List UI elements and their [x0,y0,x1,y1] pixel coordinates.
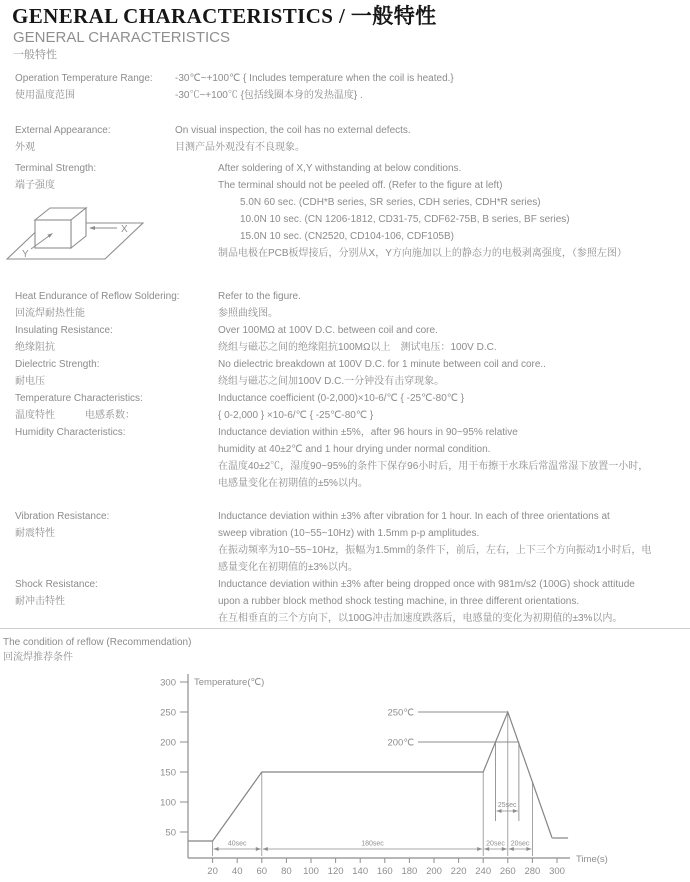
spec-label-cn: 耐电压 [15,376,45,387]
spec-label-en: Terminal Strength: [15,163,97,174]
spec-label-en: Insulating Resistance: [15,325,113,336]
svg-text:20sec: 20sec [486,840,505,848]
spec-label-cn: 使用温度范围 [15,90,75,101]
spec-value-line: upon a rubber block method shock testing machine, in three different orientations. [218,596,580,607]
svg-text:120: 120 [327,866,344,877]
spec-label-en: Shock Resistance: [15,579,98,590]
subtitle-cn: 一般特性 [13,49,57,61]
spec-label-cn: 耐震特性 [15,528,55,539]
svg-text:160: 160 [376,866,393,877]
spec-value-line: -30℃~+100℃ {包括线圈本身的发热温度} . [175,90,363,101]
spec-value-line: 10.0N 10 sec. (CN 1206-1812, CD31-75, CDF62-75B, B series, BF series) [240,214,570,225]
spec-value-line: No dielectric breakdown at 100V D.C. for 1 minute between coil and core.. [218,359,546,370]
spec-value-line: Inductance deviation within ±5%，after 96 hours in 90~95% relative [218,427,518,438]
reflow-title-en: The condition of reflow (Recommendation) [3,637,192,648]
svg-text:200℃: 200℃ [387,737,414,749]
spec-value-line: Inductance coefficient (0-2,000)×10-6/℃ { -25℃-80℃ } [218,393,465,404]
svg-text:260: 260 [499,866,516,877]
svg-text:60: 60 [256,866,268,877]
svg-text:20sec: 20sec [510,840,530,848]
spec-value-line: Inductance deviation within ±3% after vibration for 1 hour. In each of three orientations at [218,511,610,522]
svg-text:100: 100 [303,866,319,877]
spec-value-line: The terminal should not be peeled off. (Refer to the figure at left) [218,180,503,191]
spec-label-en: Humidity Characteristics: [15,427,126,438]
spec-row-external-appearance [15,122,678,156]
spec-value-line: 目测产品外观没有不良现象。 [175,142,305,153]
svg-text:250: 250 [160,707,176,719]
spec-label-cn: 温度特性 电感系数： [15,410,135,421]
spec-value-line: Inductance deviation within ±3% after being dropped once with 981m/s2 (100G) shock attitude [218,579,635,590]
spec-label-en: Dielectric Strength: [15,359,100,370]
spec-value-line: Refer to the figure. [218,291,301,302]
spec-label-cn: 耐冲击特性 [15,596,65,607]
spec-row-insulating-resistance [15,322,678,356]
svg-text:180: 180 [401,866,418,877]
svg-text:140: 140 [352,866,369,877]
subtitle-en: GENERAL CHARACTERISTICS [13,29,230,46]
terminal-strength-diagram [5,196,145,266]
svg-text:20: 20 [207,866,218,877]
spec-label-en: Temperature Characteristics: [15,393,143,404]
page-title: GENERAL CHARACTERISTICS / 一般特性 [12,4,437,28]
spec-label-cn: 绝缘阻抗 [15,342,55,353]
svg-text:300: 300 [549,866,565,877]
svg-text:220: 220 [450,866,467,877]
spec-value-line: 在振动频率为10~55~10Hz，振幅为1.5mm的条件下，前后，左右，上下三个方向振动1小时后，电 [218,545,652,556]
component-box-front [35,220,71,248]
reflow-title-cn: 回流焊推荐条件 [3,652,73,663]
spec-value-line: 15.0N 10 sec. (CN2520, CD104-106, CDF105B) [240,231,454,242]
spec-value-line: -30℃~+100℃ { Includes temperature when the coil is heated.} [175,73,454,84]
spec-value-line: 绕组与磁芯之间的绝缘阻抗100MΩ以上 测试电压：100V D.C. [218,342,497,353]
x-axis-label: X [121,224,128,235]
svg-text:300: 300 [160,677,176,689]
svg-text:200: 200 [426,866,442,877]
spec-label-cn: 端子强度 [15,180,55,191]
svg-text:180sec: 180sec [361,840,384,848]
y-axis-label: Y [22,249,29,260]
spec-value-line: 制品电极在PCB板焊接后，分别从X，Y方向施加以上的静态力的电极剥离强度，（参照左图） [218,248,627,259]
svg-text:280: 280 [524,866,541,877]
section-divider [0,628,690,629]
spec-row-temperature-characteristics [15,390,678,424]
spec-value-line: Over 100MΩ at 100V D.C. between coil and core. [218,325,438,336]
spec-value-line: After soldering of X,Y withstanding at below conditions. [218,163,462,174]
spec-row-vibration-resistance [15,508,678,576]
spec-label-en: Heat Endurance of Reflow Soldering: [15,291,180,302]
svg-text:80: 80 [281,866,292,877]
svg-text:50: 50 [165,827,176,839]
spec-row-operation-temperature-range [15,70,678,104]
spec-row-heat-endurance [15,288,678,322]
spec-value-line: 电感量变化在初期值的±5%以内。 [218,478,368,489]
spec-value-line: 绕组与磁芯之间加100V D.C.一分钟没有击穿现象。 [218,376,445,387]
svg-text:240: 240 [475,866,492,877]
svg-text:100: 100 [160,797,176,809]
spec-label-cn: 回流焊耐热性能 [15,308,85,319]
spec-label-cn: 外观 [15,142,35,153]
svg-text:150: 150 [160,767,176,779]
x-force-arrowhead [89,226,95,230]
spec-label-en: Operation Temperature Range: [15,73,153,84]
spec-row-terminal-strength [15,160,678,262]
spec-label-en: External Appearance: [15,125,111,136]
spec-value-line: sweep vibration (10~55~10Hz) with 1.5mm p-p amplitudes. [218,528,480,539]
svg-text:Time(s): Time(s) [576,854,608,865]
spec-value-line: 感量变化在初期值的±3%以内。 [218,562,358,573]
spec-value-line: 在温度40±2℃，湿度90~95%的条件下保存96小时后，用干布擦干水珠后常温常湿下放置一小时， [218,461,649,472]
spec-row-humidity-characteristics [15,424,678,492]
svg-text:25sec: 25sec [497,802,517,809]
spec-value-line: 在互相垂直的三个方向下，以100G冲击加速度跌落后，电感量的变化为初期值的±3%以内。 [218,613,623,624]
spec-value-line: { 0-2,000 } ×10-6/℃ { -25℃-80℃ } [218,410,374,421]
spec-value-line: humidity at 40±2℃ and 1 hour drying under normal condition. [218,444,491,455]
spec-label-en: Vibration Resistance: [15,511,110,522]
spec-value-line: 参照曲线图。 [218,308,278,319]
svg-text:Temperature(℃): Temperature(℃) [194,677,265,688]
spec-row-shock-resistance [15,576,678,627]
svg-text:40sec: 40sec [227,840,247,848]
svg-text:40: 40 [231,866,243,877]
reflow-profile-chart [140,666,660,877]
spec-row-dielectric-strength [15,356,678,390]
spec-value-line: On visual inspection, the coil has no external defects. [175,125,411,136]
spec-value-line: 5.0N 60 sec. (CDH*B series, SR series, CDH series, CDH*R series) [240,197,541,208]
svg-text:200: 200 [160,737,176,749]
svg-text:250℃: 250℃ [387,707,414,719]
